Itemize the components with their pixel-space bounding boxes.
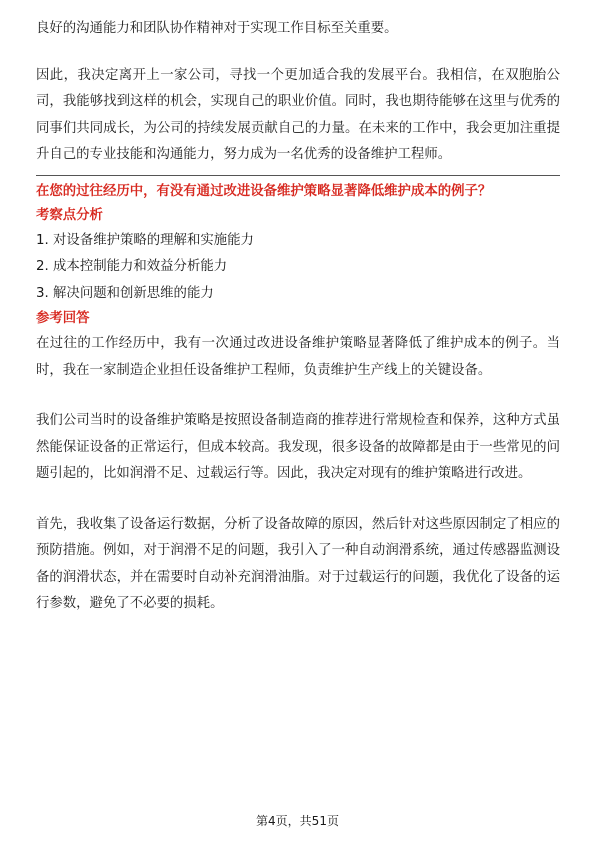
analysis-list xyxy=(36,228,560,308)
interview-question: 在您的过往经历中，有没有通过改进设备维护策略显著降低维护成本的例子？ xyxy=(36,183,492,199)
list-item: 2. 成本控制能力和效益分析能力 xyxy=(36,259,228,274)
spacer xyxy=(36,43,560,63)
answer-paragraph-2: 我们公司当时的设备维护策略是按照设备制造商的推荐进行常规检查和保养，这种方式虽然能保证设备的正常运行，但成本较高。我发现，很多设备的故障都是由于一些常见的问题引起的，比如润滑不足、过载运行等。因此，我决定对现有的维护策略进行改进。 xyxy=(36,413,560,481)
list-item: 3. 解决问题和创新思维的能力 xyxy=(36,285,214,301)
section-divider xyxy=(36,175,560,176)
intro-paragraph: 因此，我决定离开上一家公司，寻找一个更加适合我的发展平台。我相信，在双胞胎公司，我能够找到这样的机会，实现自己的职业价值。同时，我也期待能够在这里与优秀的同事们共同成长，为公司的持续发展贡献自己的力量。在未来的工作中，我会更加注重提升自己的专业技能和沟通能力，努力成为一名优秀的设备维护工程师。 xyxy=(36,67,560,162)
spacer xyxy=(36,488,560,512)
list-item: 1. 对设备维护策略的理解和实施能力 xyxy=(36,232,254,248)
answer-paragraph-1: 在过往的工作经历中，我有一次通过改进设备维护策略显著降低了维护成本的例子。当时，我在一家制造企业担任设备维护工程师，负责维护生产线上的关键设备。 xyxy=(36,336,560,378)
page-number: 第4页，共51页 xyxy=(256,814,339,828)
document-page xyxy=(36,16,560,618)
answer-paragraph-3: 首先，我收集了设备运行数据，分析了设备故障的原因，然后针对这些原因制定了相应的预防措施。例如，对于润滑不足的问题，我引入了一种自动润滑系统，通过传感器监测设备的润滑状态，并在需要时自动补充润滑油脂。对于过载运行的问题，我优化了设备的运行参数，避免了不必要的损耗。 xyxy=(36,516,560,611)
intro-line: 良好的沟通能力和团队协作精神对于实现工作目标至关重要。 xyxy=(36,21,398,36)
spacer xyxy=(36,384,560,408)
analysis-heading: 考察点分析 xyxy=(36,207,103,223)
answer-heading: 参考回答 xyxy=(36,311,90,326)
